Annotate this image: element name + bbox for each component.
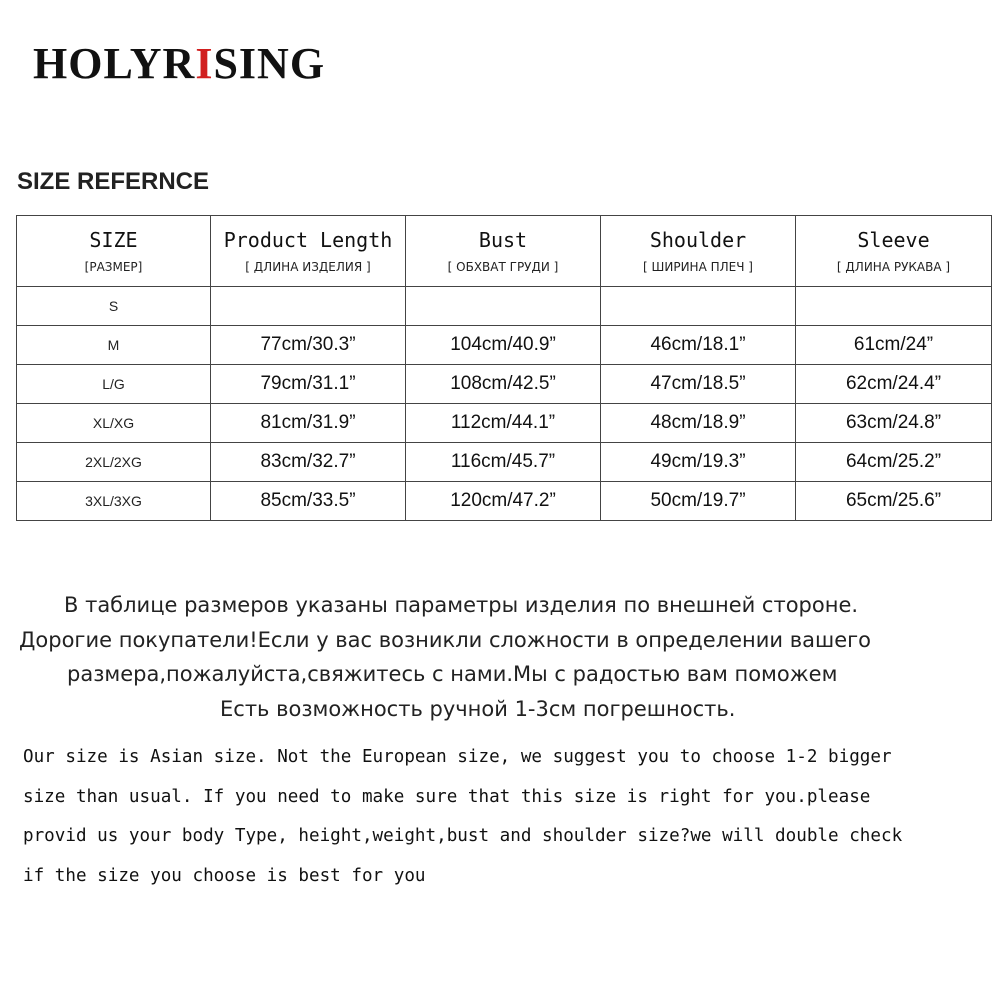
shoulder-cell: 49cm/19.3” bbox=[601, 443, 796, 482]
length-cell bbox=[211, 287, 406, 326]
header-label: Bust bbox=[478, 228, 528, 252]
length-cell: 85cm/33.5” bbox=[211, 482, 406, 521]
section-title: SIZE REFERNCE bbox=[17, 168, 210, 195]
size-cell: L/G bbox=[17, 365, 211, 404]
bust-cell: 120cm/47.2” bbox=[406, 482, 601, 521]
shoulder-cell: 48cm/18.9” bbox=[601, 404, 796, 443]
header-label: Product Length bbox=[223, 228, 393, 252]
shoulder-cell bbox=[601, 287, 796, 326]
bust-cell: 116cm/45.7” bbox=[406, 443, 601, 482]
shoulder-cell: 46cm/18.1” bbox=[601, 326, 796, 365]
shoulder-cell: 50cm/19.7” bbox=[601, 482, 796, 521]
header-sublabel: [ ОБХВАТ ГРУДИ ] bbox=[447, 260, 559, 274]
size-chart-table bbox=[16, 215, 992, 521]
header-label: Sleeve bbox=[857, 228, 930, 252]
length-cell: 79cm/31.1” bbox=[211, 365, 406, 404]
size-cell: 3XL/3XG bbox=[17, 482, 211, 521]
header-product-length bbox=[211, 216, 406, 287]
russian-note-line: Есть возможность ручной 1-3см погрешность. bbox=[220, 696, 736, 721]
shoulder-cell: 47cm/18.5” bbox=[601, 365, 796, 404]
size-cell: 2XL/2XG bbox=[17, 443, 211, 482]
header-sublabel: [ ШИРИНА ПЛЕЧ ] bbox=[643, 260, 753, 274]
english-note-line: size than usual. If you need to make sure that this size is right for you.please bbox=[23, 786, 871, 807]
logo-letter-h: H bbox=[33, 39, 69, 88]
header-sublabel: [ ДЛИНА РУКАВА ] bbox=[836, 260, 951, 274]
english-note-line: if the size you choose is best for you bbox=[23, 865, 426, 886]
english-size-note bbox=[23, 738, 988, 896]
table-row bbox=[17, 482, 992, 521]
table-row bbox=[17, 443, 992, 482]
russian-note-line: Дорогие покупатели!Если у вас возникли сложности в определении вашего bbox=[19, 627, 872, 652]
sleeve-cell: 64cm/25.2” bbox=[796, 443, 992, 482]
bust-cell: 112cm/44.1” bbox=[406, 404, 601, 443]
english-note-line: Our size is Asian size. Not the European size, we suggest you to choose 1-2 bigger bbox=[23, 747, 892, 767]
header-label: Shoulder bbox=[649, 228, 747, 252]
table-row bbox=[17, 365, 992, 404]
table-row bbox=[17, 326, 992, 365]
sleeve-cell: 65cm/25.6” bbox=[796, 482, 992, 521]
header-label: SIZE bbox=[89, 228, 138, 252]
logo-letter-i: I bbox=[195, 39, 214, 88]
header-sleeve bbox=[796, 216, 992, 287]
english-note-line: provid us your body Type, height,weight,bust and shoulder size?we will double check bbox=[23, 826, 903, 846]
russian-size-note bbox=[0, 588, 1000, 726]
bust-cell: 108cm/42.5” bbox=[406, 365, 601, 404]
header-sublabel: [РАЗМЕР] bbox=[84, 260, 143, 274]
sleeve-cell bbox=[796, 287, 992, 326]
header-size bbox=[17, 216, 211, 287]
header-sublabel: [ ДЛИНА ИЗДЕЛИЯ ] bbox=[245, 260, 371, 274]
sleeve-cell: 61cm/24” bbox=[796, 326, 992, 365]
table-header-row bbox=[17, 216, 992, 287]
header-shoulder bbox=[601, 216, 796, 287]
bust-cell: 104cm/40.9” bbox=[406, 326, 601, 365]
brand-logo bbox=[33, 38, 325, 89]
size-cell: S bbox=[17, 287, 211, 326]
length-cell: 77cm/30.3” bbox=[211, 326, 406, 365]
sleeve-cell: 62cm/24.4” bbox=[796, 365, 992, 404]
sleeve-cell: 63cm/24.8” bbox=[796, 404, 992, 443]
length-cell: 83cm/32.7” bbox=[211, 443, 406, 482]
russian-note-line: размера,пожалуйста,свяжитесь с нами.Мы с радостью вам поможем bbox=[67, 662, 838, 686]
logo-letters-sing: SING bbox=[213, 39, 326, 88]
table-row bbox=[17, 404, 992, 443]
logo-letter-o: OLYR bbox=[68, 39, 196, 88]
size-cell: M bbox=[17, 326, 211, 365]
size-cell: XL/XG bbox=[17, 404, 211, 443]
russian-note-line: В таблице размеров указаны параметры изделия по внешней стороне. bbox=[64, 593, 859, 617]
table-row bbox=[17, 287, 992, 326]
bust-cell bbox=[406, 287, 601, 326]
header-bust bbox=[406, 216, 601, 287]
length-cell: 81cm/31.9” bbox=[211, 404, 406, 443]
